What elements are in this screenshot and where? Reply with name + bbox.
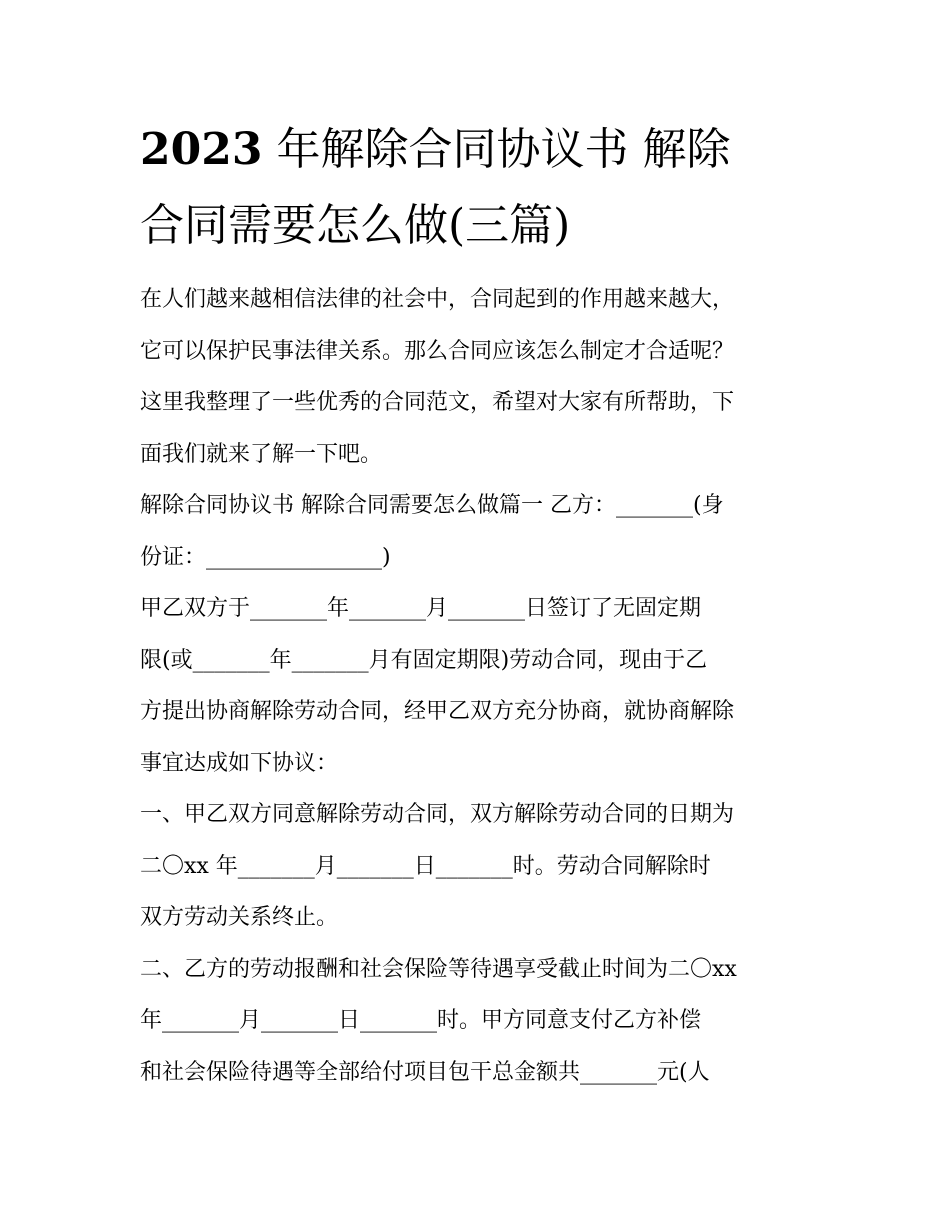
body-line: 和社会保险待遇等全部给付项目包干总金额共_______元(人 [140, 1059, 710, 1085]
body-line: 解除合同协议书 解除合同需要怎么做篇一 乙方：_______(身 [140, 493, 724, 518]
body-line: 二〇xx 年_______月_______日_______时。劳动合同解除时 [140, 853, 711, 879]
body-line: 事宜达成如下协议： [140, 750, 339, 776]
document-body [140, 274, 820, 1098]
body-line: 它可以保护民事法律关系。那么合同应该怎么制定才合适呢？ [140, 338, 735, 364]
body-line: 方提出协商解除劳动合同，经甲乙双方充分协商，就协商解除 [140, 699, 735, 724]
document-title [140, 112, 840, 264]
body-line: 甲乙双方于_______年_______月_______日签订了无固定期 [140, 596, 702, 621]
body-line: 这里我整理了一些优秀的合同范文，希望对大家有所帮助，下 [140, 390, 735, 415]
body-line: 一、甲乙双方同意解除劳动合同，双方解除劳动合同的日期为 [140, 802, 735, 827]
body-line: 面我们就来了解一下吧。 [140, 441, 383, 467]
title-line-2: 合同需要怎么做(三篇) [140, 200, 571, 251]
body-line: 年_______月_______日_______时。甲方同意支付乙方补偿 [140, 1008, 702, 1033]
body-line: 双方劳动关系终止。 [140, 905, 339, 930]
body-line: 限(或_______年_______月有固定期限)劳动合同，现由于乙 [140, 647, 708, 673]
body-line: 二、乙方的劳动报酬和社会保险等待遇享受截止时间为二〇xx [140, 956, 737, 982]
body-line: 份证：________________) [140, 544, 391, 570]
title-line-1-text: 年解除合同协议书 解除 [262, 124, 731, 175]
title-year: 2023 [140, 124, 263, 175]
body-line: 在人们越来越相信法律的社会中，合同起到的作用越来越大， [140, 287, 735, 312]
title-line-1 [140, 124, 730, 175]
